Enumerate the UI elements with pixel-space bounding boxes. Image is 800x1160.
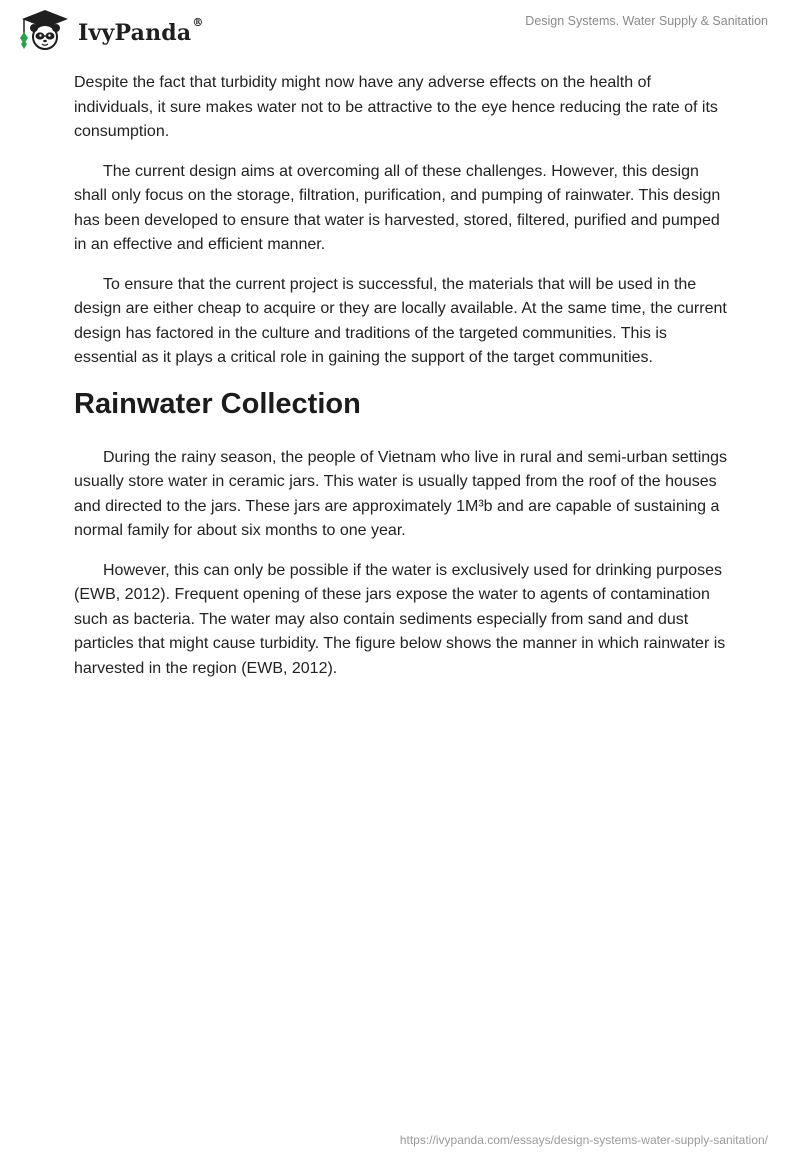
registered-mark: ® [192, 16, 204, 29]
panda-graduation-cap-icon [16, 8, 74, 52]
page-header [0, 0, 800, 70]
article-body [74, 71, 734, 696]
paragraph-4: During the rainy season, the people of Vietnam who live in rural and semi-urban settings usually store water in ceramic jars. This water is usually tapped from the roof of the houses and directed to the jars. These jars are approximately 1M³b and are capable of sustaining a normal family for about six months to one year. [74, 448, 728, 539]
paragraph-5: However, this can only be possible if the water is exclusively used for drinking purposes (EWB, 2012). Frequent opening of these jars expose the water to agents of contamination such as bacteria. The water may also contain sediments especially from sand and dust particles that might cause turbidity. The figure below shows the manner in which rainwater is harvested in the region (EWB, 2012). [74, 561, 726, 677]
paragraph-1: Despite the fact that turbidity might now have any adverse effects on the health of individuals, it sure makes water not to be attractive to the eye hence reducing the rate of its consumption. [74, 74, 718, 140]
brand-name [78, 16, 204, 46]
paragraph-2: The current design aims at overcoming all of these challenges. However, this design shall only focus on the storage, filtration, purification, and pumping of rainwater. This design has been developed to ensure that water is harvested, stored, filtered, purified and pumped in an effective and efficient manner. [74, 162, 721, 253]
source-url[interactable]: https://ivypanda.com/essays/design-systems-water-supply-sanitation/ [399, 1133, 768, 1147]
section-heading: Rainwater Collection [74, 387, 361, 420]
brand-logo[interactable] [16, 8, 204, 52]
brand-name-text: IvyPanda [78, 20, 192, 46]
document-title: Design Systems. Water Supply & Sanitation [525, 14, 768, 28]
paragraph-3: To ensure that the current project is successful, the materials that will be used in the design are either cheap to acquire or they are locally available. At the same time, the current design has factored in the culture and traditions of the targeted communities. This is essential as it plays a critical role in gaining the support of the target communities. [74, 275, 727, 366]
